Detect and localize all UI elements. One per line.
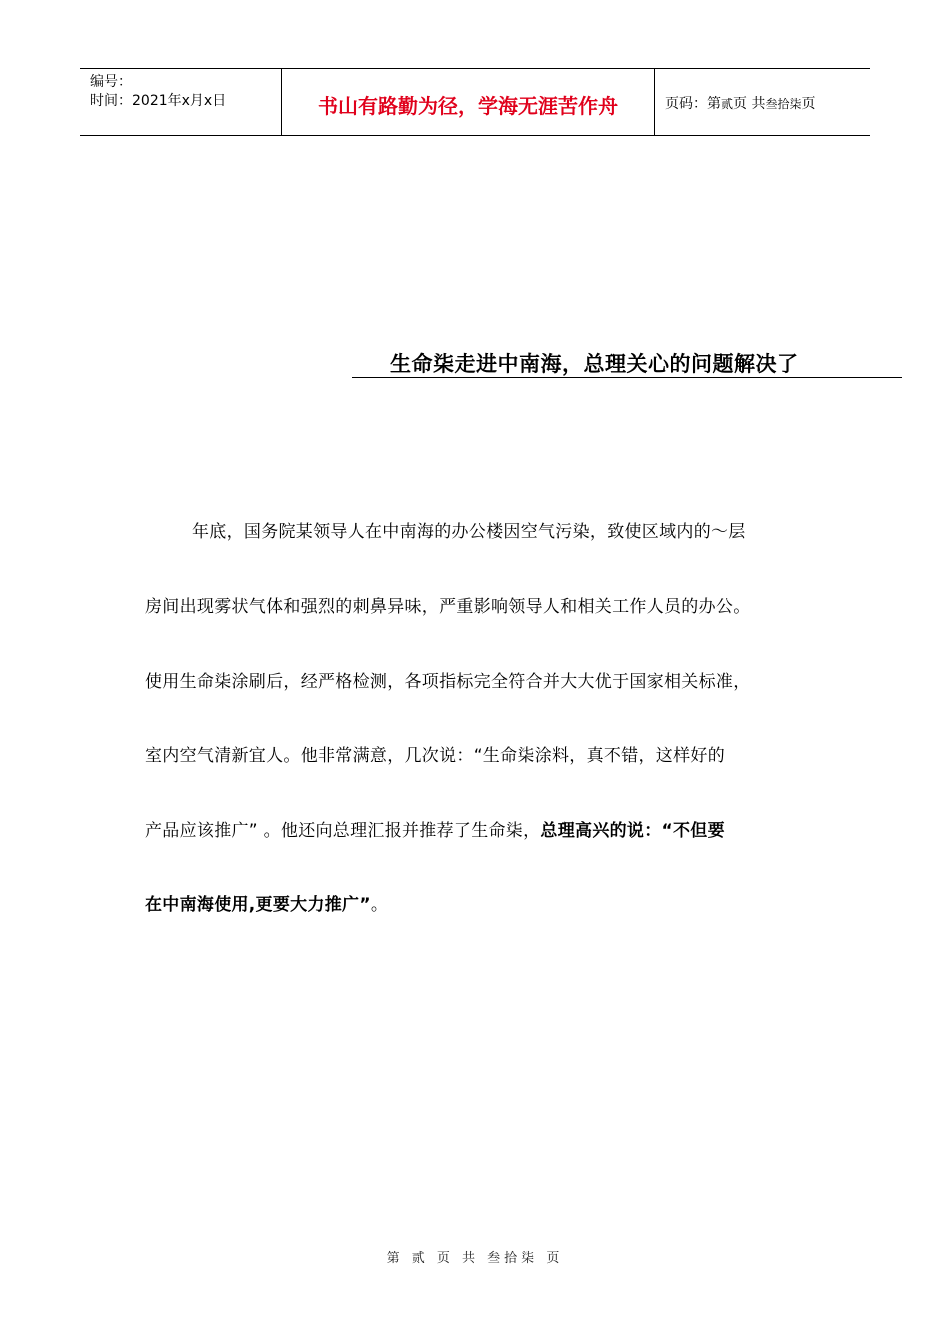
page-prefix: 页码：第 xyxy=(665,96,721,112)
motto-text: 书山有路勤为径，学海无涯苦作舟 xyxy=(318,93,618,118)
body-line-2: 房间出现雾状气体和强烈的刺鼻异味，严重影响领导人和相关工作人员的办公。 xyxy=(145,597,751,617)
number-label: 编号： xyxy=(90,74,132,90)
page-mid: 页 共 xyxy=(733,96,766,112)
time-label: 时间：2021年x月x日 xyxy=(90,93,227,109)
body-line-5-bold: 总理高兴的说：“不但要 xyxy=(540,821,725,841)
page-suffix: 页 xyxy=(801,96,816,112)
body-line-1: 年底，国务院某领导人在中南海的办公楼因空气污染，致使区域内的～层 xyxy=(192,522,746,542)
body-line-6-end: 。 xyxy=(370,895,389,915)
header-table xyxy=(80,68,870,136)
body-line-5-normal: 产品应该推广” 。他还向总理汇报并推荐了生命柒， xyxy=(145,821,541,841)
page-footer: 第 贰 页 共 叁拾柒 页 xyxy=(386,1251,564,1266)
motto-cell xyxy=(282,69,655,135)
header-info-cell xyxy=(80,69,282,135)
body-line-5 xyxy=(145,816,725,841)
article-title: 生命柒走进中南海，总理关心的问题解决了 xyxy=(390,352,799,376)
page-number-cell xyxy=(655,69,870,135)
page-current: 贰 xyxy=(721,96,734,111)
body-line-6 xyxy=(145,890,388,915)
body-line-3: 使用生命柒涂刷后，经严格检测，各项指标完全符合并大大优于国家相关标准， xyxy=(145,672,751,692)
article-title-underline xyxy=(352,346,902,378)
body-line-6-bold: 在中南海使用,更要大力推广” xyxy=(145,895,371,915)
page-total: 叁拾柒 xyxy=(765,96,802,111)
body-line-4: 室内空气清新宜人。他非常满意，几次说：“生命柒涂料，真不错，这样好的 xyxy=(145,746,726,766)
